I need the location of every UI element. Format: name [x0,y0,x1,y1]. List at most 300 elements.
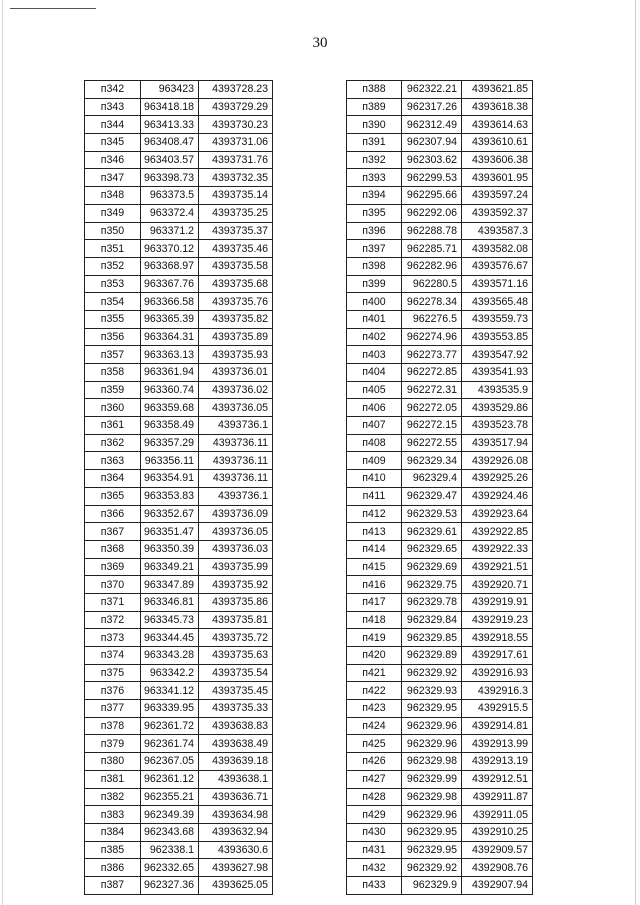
point-id-cell: п365 [85,487,141,505]
point-id-cell: п432 [347,859,402,877]
y-coordinate-cell: 4392908.76 [462,859,533,877]
table-row [85,134,273,152]
coordinates-table-left [84,80,273,895]
table-row [85,717,273,735]
point-id-cell: п370 [85,576,141,594]
x-coordinate-cell: 963353.83 [141,487,199,505]
y-coordinate-cell: 4392916.3 [462,682,533,700]
x-coordinate-cell: 962329.98 [402,753,462,771]
point-id-cell: п366 [85,505,141,523]
table-row [347,222,533,240]
x-coordinate-cell: 962329.85 [402,629,462,647]
point-id-cell: п379 [85,735,141,753]
y-coordinate-cell: 4392912.51 [462,770,533,788]
scan-edge-right [635,0,636,905]
y-coordinate-cell: 4392913.99 [462,735,533,753]
x-coordinate-cell: 963371.2 [141,222,199,240]
x-coordinate-cell: 962299.53 [402,169,462,187]
table-row [347,735,533,753]
x-coordinate-cell: 963367.76 [141,275,199,293]
y-coordinate-cell: 4393735.58 [199,257,273,275]
point-id-cell: п347 [85,169,141,187]
x-coordinate-cell: 963373.5 [141,187,199,205]
x-coordinate-cell: 963418.18 [141,98,199,116]
point-id-cell: п419 [347,629,402,647]
x-coordinate-cell: 963354.91 [141,470,199,488]
y-coordinate-cell: 4393735.33 [199,700,273,718]
point-id-cell: п345 [85,134,141,152]
point-id-cell: п429 [347,806,402,824]
y-coordinate-cell: 4392926.08 [462,452,533,470]
x-coordinate-cell: 962307.94 [402,134,462,152]
table-row [85,735,273,753]
table-row [347,204,533,222]
x-coordinate-cell: 962355.21 [141,788,199,806]
table-row [85,98,273,116]
x-coordinate-cell: 963347.89 [141,576,199,594]
point-id-cell: п378 [85,717,141,735]
table-row [347,257,533,275]
x-coordinate-cell: 962329.69 [402,558,462,576]
x-coordinate-cell: 963359.68 [141,399,199,417]
point-id-cell: п391 [347,134,402,152]
table-row [85,346,273,364]
x-coordinate-cell: 962367.05 [141,753,199,771]
point-id-cell: п410 [347,470,402,488]
table-row [347,753,533,771]
table-row [347,593,533,611]
table-row [347,98,533,116]
y-coordinate-cell: 4393517.94 [462,434,533,452]
table-row [347,310,533,328]
x-coordinate-cell: 962278.34 [402,293,462,311]
point-id-cell: п389 [347,98,402,116]
y-coordinate-cell: 4393735.81 [199,611,273,629]
y-coordinate-cell: 4392923.64 [462,505,533,523]
y-coordinate-cell: 4393735.82 [199,310,273,328]
table-row [347,81,533,99]
x-coordinate-cell: 963345.73 [141,611,199,629]
point-id-cell: п376 [85,682,141,700]
y-coordinate-cell: 4393625.05 [199,876,273,894]
point-id-cell: п393 [347,169,402,187]
table-row [347,434,533,452]
table-row [85,434,273,452]
x-coordinate-cell: 962280.5 [402,275,462,293]
x-coordinate-cell: 963352.67 [141,505,199,523]
point-id-cell: п349 [85,204,141,222]
point-id-cell: п390 [347,116,402,134]
y-coordinate-cell: 4392913.19 [462,753,533,771]
point-id-cell: п403 [347,346,402,364]
y-coordinate-cell: 4392925.26 [462,470,533,488]
point-id-cell: п362 [85,434,141,452]
table-row [85,293,273,311]
table-row [85,81,273,99]
x-coordinate-cell: 963403.57 [141,151,199,169]
y-coordinate-cell: 4392922.33 [462,540,533,558]
y-coordinate-cell: 4393606.38 [462,151,533,169]
x-coordinate-cell: 963341.12 [141,682,199,700]
table-row [347,487,533,505]
x-coordinate-cell: 963339.95 [141,700,199,718]
y-coordinate-cell: 4392911.05 [462,806,533,824]
table-row [85,204,273,222]
table-row [347,717,533,735]
x-coordinate-cell: 962272.05 [402,399,462,417]
x-coordinate-cell: 963344.45 [141,629,199,647]
y-coordinate-cell: 4393735.63 [199,647,273,665]
table-row [347,540,533,558]
point-id-cell: п371 [85,593,141,611]
x-coordinate-cell: 962272.31 [402,381,462,399]
table-row [85,700,273,718]
x-coordinate-cell: 962272.85 [402,364,462,382]
x-coordinate-cell: 962273.77 [402,346,462,364]
point-id-cell: п384 [85,823,141,841]
x-coordinate-cell: 963357.29 [141,434,199,452]
y-coordinate-cell: 4393618.38 [462,98,533,116]
y-coordinate-cell: 4393735.45 [199,682,273,700]
y-coordinate-cell: 4393735.89 [199,328,273,346]
x-coordinate-cell: 963361.94 [141,364,199,382]
x-coordinate-cell: 963423 [141,81,199,99]
y-coordinate-cell: 4393731.76 [199,151,273,169]
point-id-cell: п350 [85,222,141,240]
table-row [85,328,273,346]
point-id-cell: п392 [347,151,402,169]
table-row [347,823,533,841]
table-row [85,629,273,647]
y-coordinate-cell: 4393614.63 [462,116,533,134]
x-coordinate-cell: 963360.74 [141,381,199,399]
table-row [85,452,273,470]
x-coordinate-cell: 963366.58 [141,293,199,311]
x-coordinate-cell: 962292.06 [402,204,462,222]
table-row [85,788,273,806]
table-row [85,753,273,771]
table-row [85,257,273,275]
point-id-cell: п400 [347,293,402,311]
x-coordinate-cell: 962285.71 [402,240,462,258]
x-coordinate-cell: 962303.62 [402,151,462,169]
page-number: 30 [312,35,328,51]
y-coordinate-cell: 4392919.91 [462,593,533,611]
x-coordinate-cell: 962329.92 [402,664,462,682]
y-coordinate-cell: 4392909.57 [462,841,533,859]
point-id-cell: п399 [347,275,402,293]
x-coordinate-cell: 962338.1 [141,841,199,859]
x-coordinate-cell: 963350.39 [141,540,199,558]
y-coordinate-cell: 4392917.61 [462,647,533,665]
x-coordinate-cell: 963370.12 [141,240,199,258]
y-coordinate-cell: 4393639.18 [199,753,273,771]
x-coordinate-cell: 962329.96 [402,717,462,735]
x-coordinate-cell: 963413.33 [141,116,199,134]
table-row [347,682,533,700]
x-coordinate-cell: 962329.78 [402,593,462,611]
point-id-cell: п363 [85,452,141,470]
y-coordinate-cell: 4393587.3 [462,222,533,240]
x-coordinate-cell: 962361.72 [141,717,199,735]
table-row [347,576,533,594]
table-row [85,558,273,576]
point-id-cell: п420 [347,647,402,665]
y-coordinate-cell: 4393541.93 [462,364,533,382]
point-id-cell: п387 [85,876,141,894]
y-coordinate-cell: 4393735.68 [199,275,273,293]
x-coordinate-cell: 962329.95 [402,700,462,718]
point-id-cell: п374 [85,647,141,665]
table-row [85,417,273,435]
point-id-cell: п414 [347,540,402,558]
x-coordinate-cell: 963398.73 [141,169,199,187]
table-row [347,470,533,488]
table-row [85,664,273,682]
table-row [347,841,533,859]
y-coordinate-cell: 4393735.93 [199,346,273,364]
y-coordinate-cell: 4393736.05 [199,523,273,541]
y-coordinate-cell: 4393632.94 [199,823,273,841]
point-id-cell: п413 [347,523,402,541]
y-coordinate-cell: 4393553.85 [462,328,533,346]
table-row [347,328,533,346]
point-id-cell: п427 [347,770,402,788]
table-row [347,116,533,134]
table-row [85,399,273,417]
y-coordinate-cell: 4393736.11 [199,470,273,488]
table-row [85,381,273,399]
point-id-cell: п417 [347,593,402,611]
x-coordinate-cell: 962329.96 [402,735,462,753]
point-id-cell: п360 [85,399,141,417]
y-coordinate-cell: 4393636.71 [199,788,273,806]
table-row [347,381,533,399]
y-coordinate-cell: 4393735.99 [199,558,273,576]
table-row [85,487,273,505]
x-coordinate-cell: 962274.96 [402,328,462,346]
x-coordinate-cell: 962329.84 [402,611,462,629]
table-row [347,859,533,877]
y-coordinate-cell: 4393736.03 [199,540,273,558]
table-row [347,788,533,806]
table-row [347,770,533,788]
y-coordinate-cell: 4393736.05 [199,399,273,417]
table-row [85,169,273,187]
x-coordinate-cell: 962329.34 [402,452,462,470]
y-coordinate-cell: 4393735.92 [199,576,273,594]
point-id-cell: п412 [347,505,402,523]
point-id-cell: п407 [347,417,402,435]
point-id-cell: п430 [347,823,402,841]
point-id-cell: п356 [85,328,141,346]
x-coordinate-cell: 963365.39 [141,310,199,328]
point-id-cell: п426 [347,753,402,771]
y-coordinate-cell: 4393736.09 [199,505,273,523]
x-coordinate-cell: 962317.26 [402,98,462,116]
point-id-cell: п409 [347,452,402,470]
table-row [85,576,273,594]
point-id-cell: п342 [85,81,141,99]
x-coordinate-cell: 962329.65 [402,540,462,558]
table-row [85,806,273,824]
y-coordinate-cell: 4392915.5 [462,700,533,718]
x-coordinate-cell: 963408.47 [141,134,199,152]
y-coordinate-cell: 4393638.49 [199,735,273,753]
x-coordinate-cell: 963368.97 [141,257,199,275]
point-id-cell: п343 [85,98,141,116]
point-id-cell: п406 [347,399,402,417]
table-row [347,452,533,470]
point-id-cell: п388 [347,81,402,99]
point-id-cell: п381 [85,770,141,788]
x-coordinate-cell: 962329.75 [402,576,462,594]
x-coordinate-cell: 962327.36 [141,876,199,894]
x-coordinate-cell: 962282.96 [402,257,462,275]
point-id-cell: п433 [347,876,402,894]
y-coordinate-cell: 4393735.72 [199,629,273,647]
y-coordinate-cell: 4392920.71 [462,576,533,594]
x-coordinate-cell: 962361.74 [141,735,199,753]
point-id-cell: п385 [85,841,141,859]
y-coordinate-cell: 4392914.81 [462,717,533,735]
y-coordinate-cell: 4393576.67 [462,257,533,275]
table-row [347,134,533,152]
y-coordinate-cell: 4393735.46 [199,240,273,258]
y-coordinate-cell: 4393535.9 [462,381,533,399]
table-row [347,364,533,382]
point-id-cell: п357 [85,346,141,364]
table-row [85,647,273,665]
y-coordinate-cell: 4393735.25 [199,204,273,222]
y-coordinate-cell: 4393559.73 [462,310,533,328]
table-row [85,823,273,841]
point-id-cell: п425 [347,735,402,753]
point-id-cell: п424 [347,717,402,735]
y-coordinate-cell: 4393601.95 [462,169,533,187]
table-row [85,540,273,558]
table-row [347,558,533,576]
x-coordinate-cell: 962329.92 [402,859,462,877]
table-row [347,399,533,417]
y-coordinate-cell: 4392921.51 [462,558,533,576]
y-coordinate-cell: 4393735.76 [199,293,273,311]
point-id-cell: п355 [85,310,141,328]
x-coordinate-cell: 962272.15 [402,417,462,435]
y-coordinate-cell: 4392919.23 [462,611,533,629]
point-id-cell: п421 [347,664,402,682]
y-coordinate-cell: 4393547.92 [462,346,533,364]
y-coordinate-cell: 4393729.29 [199,98,273,116]
point-id-cell: п431 [347,841,402,859]
point-id-cell: п375 [85,664,141,682]
table-row [347,876,533,894]
x-coordinate-cell: 963364.31 [141,328,199,346]
point-id-cell: п372 [85,611,141,629]
table-row [347,293,533,311]
table-row [85,859,273,877]
x-coordinate-cell: 962329.9 [402,876,462,894]
table-row [85,470,273,488]
x-coordinate-cell: 963343.28 [141,647,199,665]
table-row [347,647,533,665]
point-id-cell: п386 [85,859,141,877]
y-coordinate-cell: 4393523.78 [462,417,533,435]
point-id-cell: п377 [85,700,141,718]
point-id-cell: п394 [347,187,402,205]
point-id-cell: п380 [85,753,141,771]
point-id-cell: п344 [85,116,141,134]
y-coordinate-cell: 4393736.02 [199,381,273,399]
y-coordinate-cell: 4393730.23 [199,116,273,134]
point-id-cell: п361 [85,417,141,435]
y-coordinate-cell: 4393736.01 [199,364,273,382]
table-row [347,151,533,169]
point-id-cell: п354 [85,293,141,311]
x-coordinate-cell: 962272.55 [402,434,462,452]
table-row [85,275,273,293]
x-coordinate-cell: 963351.47 [141,523,199,541]
x-coordinate-cell: 962329.93 [402,682,462,700]
table-row [347,240,533,258]
y-coordinate-cell: 4393735.14 [199,187,273,205]
table-row [85,841,273,859]
x-coordinate-cell: 962295.66 [402,187,462,205]
table-row [347,700,533,718]
table-row [85,611,273,629]
y-coordinate-cell: 4393621.85 [462,81,533,99]
y-coordinate-cell: 4393736.1 [199,417,273,435]
y-coordinate-cell: 4393638.1 [199,770,273,788]
y-coordinate-cell: 4393735.86 [199,593,273,611]
point-id-cell: п369 [85,558,141,576]
table-row [347,169,533,187]
table-row [347,417,533,435]
x-coordinate-cell: 962349.39 [141,806,199,824]
x-coordinate-cell: 962329.4 [402,470,462,488]
x-coordinate-cell: 962329.96 [402,806,462,824]
y-coordinate-cell: 4393736.1 [199,487,273,505]
x-coordinate-cell: 962361.12 [141,770,199,788]
point-id-cell: п418 [347,611,402,629]
table-row [85,310,273,328]
point-id-cell: п353 [85,275,141,293]
y-coordinate-cell: 4393638.83 [199,717,273,735]
table-row [347,629,533,647]
table-row [347,611,533,629]
table-row [85,876,273,894]
table-row [347,664,533,682]
point-id-cell: п373 [85,629,141,647]
point-id-cell: п398 [347,257,402,275]
point-id-cell: п416 [347,576,402,594]
table-row [85,116,273,134]
y-coordinate-cell: 4393592.37 [462,204,533,222]
y-coordinate-cell: 4393610.61 [462,134,533,152]
point-id-cell: п395 [347,204,402,222]
x-coordinate-cell: 962329.99 [402,770,462,788]
y-coordinate-cell: 4392922.85 [462,523,533,541]
table-row [347,187,533,205]
table-row [85,523,273,541]
x-coordinate-cell: 962332.65 [141,859,199,877]
point-id-cell: п367 [85,523,141,541]
table-row [85,187,273,205]
y-coordinate-cell: 4392911.87 [462,788,533,806]
x-coordinate-cell: 962329.95 [402,823,462,841]
y-coordinate-cell: 4392924.46 [462,487,533,505]
coordinates-table-right [346,80,533,895]
